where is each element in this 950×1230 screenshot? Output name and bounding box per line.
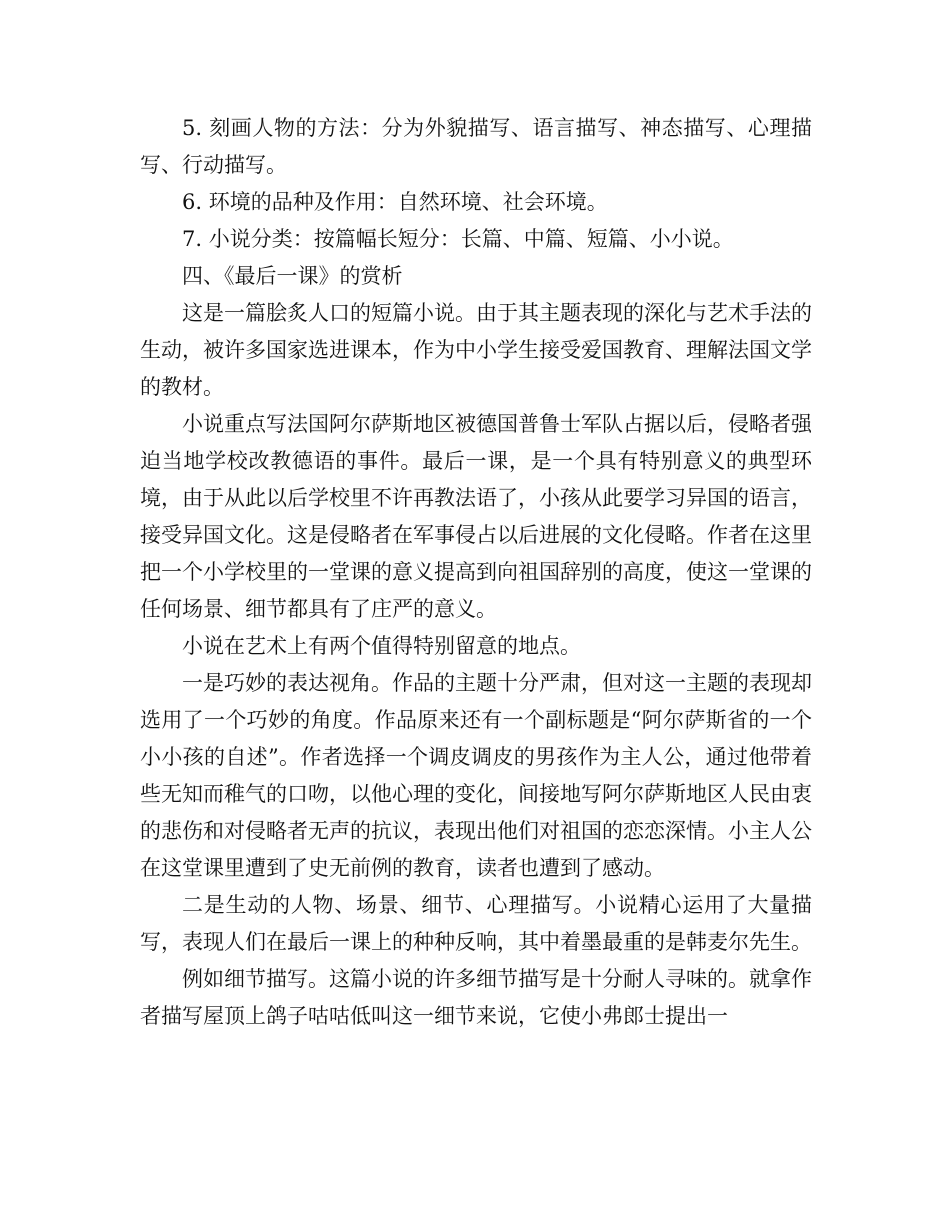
paragraph-narrative-perspective: 一是巧妙的表达视角。作品的主题十分严肃，但对这一主题的表现却选用了一个巧妙的角度。作品原来还有一个副标题是“阿尔萨斯省的一个小小孩的自述”。作者选择一个调皮调皮的男孩作为主人公，通过他带着些无知而稚气的口吻，以他心理的变化，间接地写阿尔萨斯地区人民由衷的悲伤和对侵略者无声的抗议，表现出他们对祖国的恋恋深情。小主人公在这堂课里遭到了史无前例的教育，读者也遭到了感动。: [140, 671, 812, 880]
paragraph-artistic-points: 小说在艺术上有两个值得特别留意的地点。: [182, 634, 581, 658]
paragraph-detail-description: 例如细节描写。这篇小说的许多细节描写是十分耐人寻味的。就拿作者描写屋顶上鸽子咕咕低叫这一细节来说，它使小弗郎士提出一: [140, 967, 812, 1028]
paragraph-environment-types: 6. 环境的品种及作用：自然环境、社会环境。: [182, 190, 608, 214]
paragraph-novel-classification: 7. 小说分类：按篇幅长短分：长篇、中篇、短篇、小小说。: [182, 227, 734, 251]
paragraph-introduction: 这是一篇脍炙人口的短篇小说。由于其主题表现的深化与艺术手法的生动，被许多国家选进课本，作为中小学生接受爱国教育、理解法国文学的教材。: [140, 301, 812, 399]
paragraph-vivid-description: 二是生动的人物、场景、细节、心理描写。小说精心运用了大量描写，表现人们在最后一课上的种种反响，其中着墨最重的是韩麦尔先生。: [140, 893, 812, 954]
paragraph-main-content: 小说重点写法国阿尔萨斯地区被德国普鲁士军队占据以后，侵略者强迫当地学校改教德语的事件。最后一课，是一个具有特别意义的典型环境，由于从此以后学校里不许再教法语了，小孩从此要学习异国的语言，接受异国文化。这是侵略者在军事侵占以后进展的文化侵略。作者在这里把一个小学校里的一堂课的意义提高到向祖国辞别的高度，使这一堂课的任何场景、细节都具有了庄严的意义。: [140, 412, 812, 621]
section-heading-appreciation: 四、《最后一课》的赏析: [182, 264, 403, 288]
document-body: [140, 110, 812, 1035]
paragraph-character-methods: 5. 刻画人物的方法：分为外貌描写、语言描写、神态描写、心理描写、行动描写。: [140, 116, 812, 177]
